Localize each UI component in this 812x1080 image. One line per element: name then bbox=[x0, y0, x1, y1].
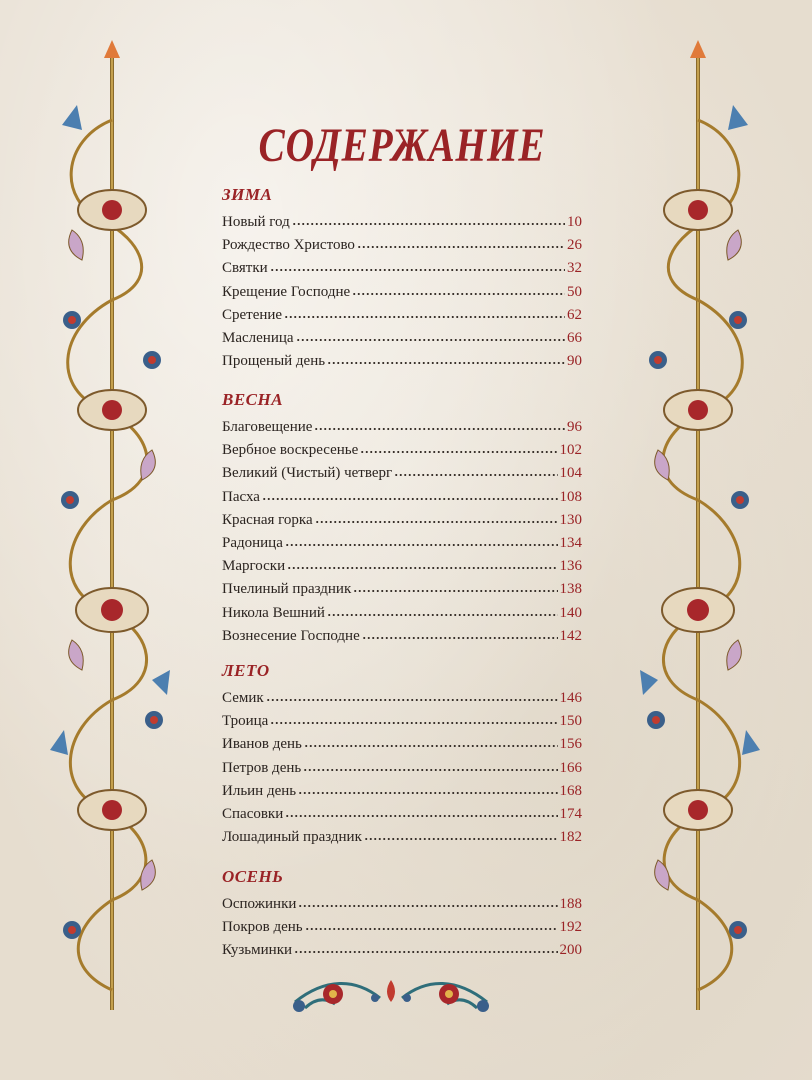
toc-entry-page-number: 142 bbox=[559, 628, 582, 644]
dot-leader bbox=[362, 630, 558, 640]
bottom-flower-ornament-icon bbox=[285, 968, 497, 1020]
section-heading: ВЕСНА bbox=[222, 390, 284, 409]
toc-entry-page-number: 138 bbox=[559, 581, 582, 597]
dot-leader bbox=[305, 921, 558, 931]
toc-entry[interactable] bbox=[222, 916, 582, 938]
toc-entry-page-number: 104 bbox=[559, 465, 582, 481]
section-heading: ЛЕТО bbox=[222, 661, 270, 680]
toc-entry-title: Красная горка bbox=[222, 512, 313, 528]
toc-entry[interactable] bbox=[222, 327, 582, 349]
toc-entry-page-number: 102 bbox=[559, 442, 582, 458]
toc-entry-page-number: 136 bbox=[559, 558, 582, 574]
toc-entry[interactable] bbox=[222, 509, 582, 531]
toc-entry[interactable] bbox=[222, 532, 582, 554]
toc-entry-title: Крещение Господне bbox=[222, 284, 351, 300]
toc-entry-page-number: 192 bbox=[559, 919, 582, 935]
toc-entry-page-number: 90 bbox=[567, 353, 582, 369]
toc-entry[interactable] bbox=[222, 578, 582, 600]
toc-entry-title: Вознесение Господне bbox=[222, 628, 360, 644]
toc-entry-page-number: 182 bbox=[559, 829, 582, 845]
floral-border-right-icon bbox=[628, 30, 768, 1020]
toc-entry-page-number: 200 bbox=[559, 942, 582, 958]
dot-leader bbox=[298, 898, 557, 908]
toc-entry-page-number: 156 bbox=[559, 736, 582, 752]
toc-entry[interactable] bbox=[222, 939, 582, 961]
toc-entry-title: Масленица bbox=[222, 330, 294, 346]
dot-leader bbox=[327, 607, 558, 617]
toc-entry-page-number: 108 bbox=[559, 489, 582, 505]
toc-entry[interactable] bbox=[222, 350, 582, 372]
toc-entry-page-number: 32 bbox=[567, 260, 582, 276]
toc-entry[interactable] bbox=[222, 625, 582, 647]
toc-entry-title: Кузьминки bbox=[222, 942, 293, 958]
toc-entry-title: Иванов день bbox=[222, 736, 302, 752]
toc-entry[interactable] bbox=[222, 757, 582, 779]
dot-leader bbox=[304, 738, 558, 748]
toc-entry[interactable] bbox=[222, 416, 582, 438]
dot-leader bbox=[270, 262, 565, 272]
toc-entry-page-number: 188 bbox=[559, 896, 582, 912]
dot-leader bbox=[287, 560, 557, 570]
dot-leader bbox=[314, 421, 565, 431]
dot-leader bbox=[292, 216, 565, 226]
dot-leader bbox=[284, 309, 565, 319]
dot-leader bbox=[298, 785, 557, 795]
toc-entry-title: Троица bbox=[222, 713, 269, 729]
dot-leader bbox=[285, 537, 558, 547]
dot-leader bbox=[294, 944, 557, 954]
toc-entry-title: Вербное воскресенье bbox=[222, 442, 359, 458]
toc-entry[interactable] bbox=[222, 780, 582, 802]
dot-leader bbox=[285, 808, 557, 818]
dot-leader bbox=[296, 332, 565, 342]
toc-entry-title: Никола Вешний bbox=[222, 605, 325, 621]
toc-entry[interactable] bbox=[222, 281, 582, 303]
dot-leader bbox=[315, 514, 558, 524]
toc-entry-page-number: 26 bbox=[567, 237, 582, 253]
floral-border-left-icon bbox=[42, 30, 182, 1020]
toc-entry-page-number: 150 bbox=[559, 713, 582, 729]
toc-entry[interactable] bbox=[222, 893, 582, 915]
dot-leader bbox=[303, 762, 557, 772]
section-heading: ОСЕНЬ bbox=[222, 867, 284, 886]
toc-entry[interactable] bbox=[222, 439, 582, 461]
toc-entry[interactable] bbox=[222, 234, 582, 256]
toc-entry[interactable] bbox=[222, 687, 582, 709]
toc-entry[interactable] bbox=[222, 462, 582, 484]
toc-entry-title: Радоница bbox=[222, 535, 283, 551]
toc-entry-page-number: 96 bbox=[567, 419, 582, 435]
dot-leader bbox=[353, 583, 557, 593]
toc-entry[interactable] bbox=[222, 733, 582, 755]
dot-leader bbox=[357, 239, 565, 249]
toc-entry-page-number: 130 bbox=[559, 512, 582, 528]
toc-entry-page-number: 174 bbox=[559, 806, 582, 822]
toc-entry-title: Новый год bbox=[222, 214, 290, 230]
section-heading: ЗИМА bbox=[222, 185, 273, 204]
toc-entry[interactable] bbox=[222, 257, 582, 279]
toc-entry[interactable] bbox=[222, 826, 582, 848]
page-title: СОДЕРЖАНИЕ bbox=[258, 119, 546, 172]
toc-entry[interactable] bbox=[222, 486, 582, 508]
toc-entry-title: Семик bbox=[222, 690, 264, 706]
toc-entry-page-number: 134 bbox=[559, 535, 582, 551]
dot-leader bbox=[266, 692, 558, 702]
toc-entry-page-number: 168 bbox=[559, 783, 582, 799]
toc-entry-page-number: 62 bbox=[567, 307, 582, 323]
toc-entry-page-number: 146 bbox=[559, 690, 582, 706]
dot-leader bbox=[327, 355, 565, 365]
toc-entry-page-number: 50 bbox=[567, 284, 582, 300]
dot-leader bbox=[262, 491, 558, 501]
toc-entry-page-number: 140 bbox=[559, 605, 582, 621]
toc-entry[interactable] bbox=[222, 211, 582, 233]
toc-entry-title: Ильин день bbox=[222, 783, 297, 799]
toc-entry-title: Благовещение bbox=[222, 419, 313, 435]
toc-entry-page-number: 10 bbox=[567, 214, 582, 230]
toc-entry-title: Спасовки bbox=[222, 806, 284, 822]
dot-leader bbox=[360, 444, 557, 454]
toc-entry[interactable] bbox=[222, 803, 582, 825]
toc-entry-title: Петров день bbox=[222, 760, 302, 776]
toc-entry-title: Маргоски bbox=[222, 558, 286, 574]
toc-entry-title: Оспожинки bbox=[222, 896, 297, 912]
dot-leader bbox=[364, 831, 558, 841]
toc-entry-page-number: 166 bbox=[559, 760, 582, 776]
toc-entry-title: Прощеный день bbox=[222, 353, 326, 369]
toc-entry-title: Пасха bbox=[222, 489, 260, 505]
toc-entry-page-number: 66 bbox=[567, 330, 582, 346]
dot-leader bbox=[352, 286, 565, 296]
toc-entry-title: Сретение bbox=[222, 307, 283, 323]
dot-leader bbox=[394, 467, 557, 477]
toc-entry-title: Великий (Чистый) четверг bbox=[222, 465, 393, 481]
toc-entry-title: Лошадиный праздник bbox=[222, 829, 362, 845]
toc-entry-title: Пчелиный праздник bbox=[222, 581, 352, 597]
toc-entry-title: Святки bbox=[222, 260, 268, 276]
toc-entry[interactable] bbox=[222, 710, 582, 732]
toc-entry-title: Рождество Христово bbox=[222, 237, 355, 253]
toc-entry[interactable] bbox=[222, 602, 582, 624]
toc-entry-title: Покров день bbox=[222, 919, 303, 935]
dot-leader bbox=[270, 715, 557, 725]
toc-entry[interactable] bbox=[222, 555, 582, 577]
toc-entry[interactable] bbox=[222, 304, 582, 326]
